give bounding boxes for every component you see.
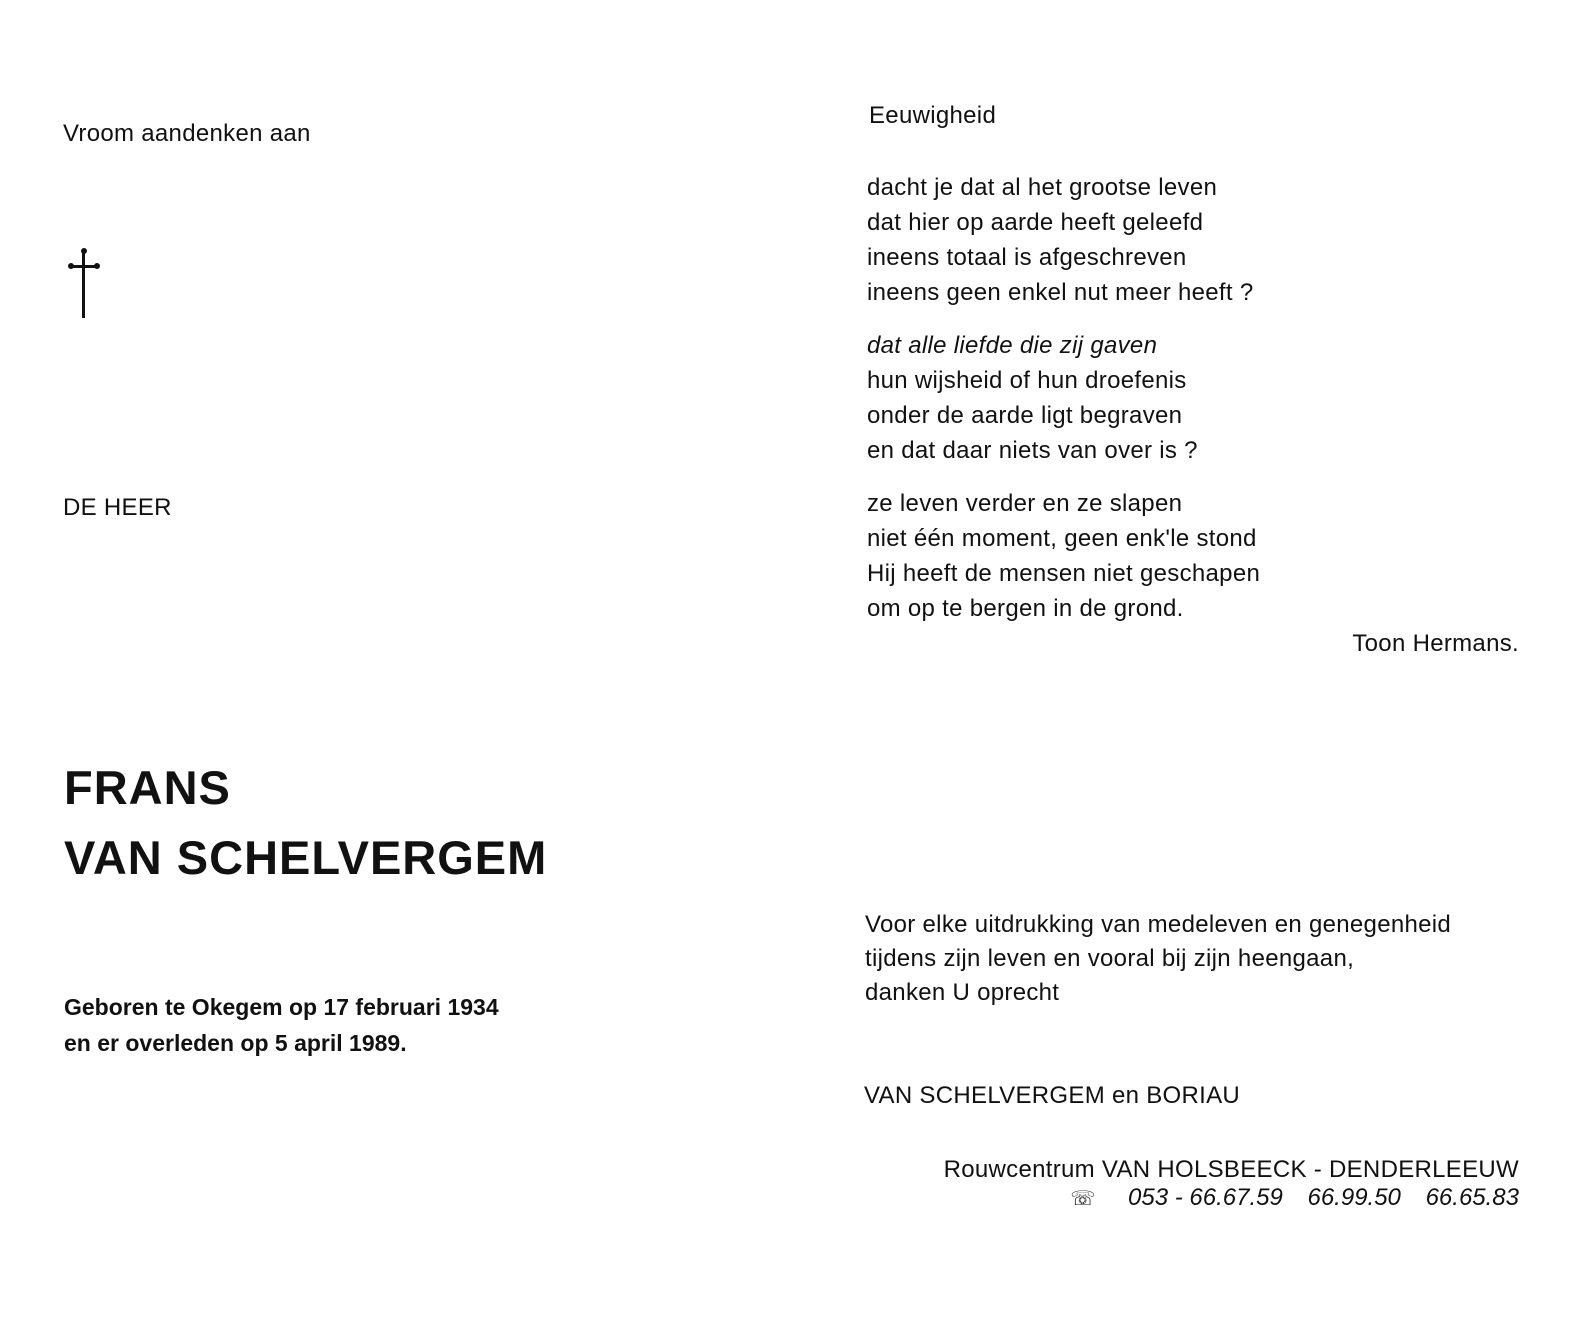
thanks-line: Voor elke uitdrukking van medeleven en genegenheid: [865, 911, 1452, 938]
funeral-home-name: Rouwcentrum VAN HOLSBEECK - DENDERLEEUW: [943, 1156, 1519, 1183]
poem-line: en dat daar niets van over is ?: [867, 437, 1198, 464]
title-de-heer: DE HEER: [63, 494, 172, 521]
poem-line: Hij heeft de mensen niet geschapen: [867, 560, 1261, 587]
poem-stanza-2: [867, 328, 1198, 468]
poem-line: ineens geen enkel nut meer heeft ?: [867, 279, 1254, 306]
poem-line: dat hier op aarde heeft geleefd: [867, 209, 1204, 236]
poem-line: hun wijsheid of hun droefenis: [867, 367, 1187, 394]
poem-line: om op te bergen in de grond.: [867, 595, 1184, 622]
thanks-text: [865, 908, 1451, 1010]
poem-title: Eeuwigheid: [869, 102, 997, 129]
poem-line: ze leven verder en ze slapen: [867, 490, 1183, 517]
poem-stanza-3: [867, 486, 1260, 626]
poem-line: onder de aarde ligt begraven: [867, 402, 1183, 429]
thanks-line: tijdens zijn leven en vooral bij zijn heengaan,: [865, 945, 1355, 972]
poem-line: dat alle liefde die zij gaven: [867, 332, 1158, 359]
phone-number: 66.65.83: [1425, 1184, 1519, 1211]
deceased-first-name: FRANS: [64, 761, 231, 814]
intro-text: Vroom aandenken aan: [63, 120, 311, 147]
deceased-last-name: VAN SCHELVERGEM: [64, 831, 548, 884]
poem-author: Toon Hermans.: [1352, 630, 1519, 657]
poem-line: dacht je dat al het grootse leven: [867, 174, 1218, 201]
telephone-icon: ☏: [1070, 1188, 1096, 1210]
phone-number: 053 - 66.67.59: [1128, 1184, 1283, 1211]
death-text: en er overleden op 5 april 1989.: [64, 1030, 407, 1056]
poem-line: ineens totaal is afgeschreven: [867, 244, 1187, 271]
poem-stanza-1: [867, 170, 1253, 310]
cross-icon: [68, 248, 100, 320]
funeral-home-phones: [1070, 1184, 1519, 1212]
birth-text: Geboren te Okegem op 17 februari 1934: [64, 994, 499, 1020]
phone-number: 66.99.50: [1307, 1184, 1401, 1211]
thanks-line: danken U oprecht: [865, 979, 1060, 1006]
poem-line: niet één moment, geen enk'le stond: [867, 525, 1257, 552]
family-names: VAN SCHELVERGEM en BORIAU: [864, 1082, 1241, 1109]
